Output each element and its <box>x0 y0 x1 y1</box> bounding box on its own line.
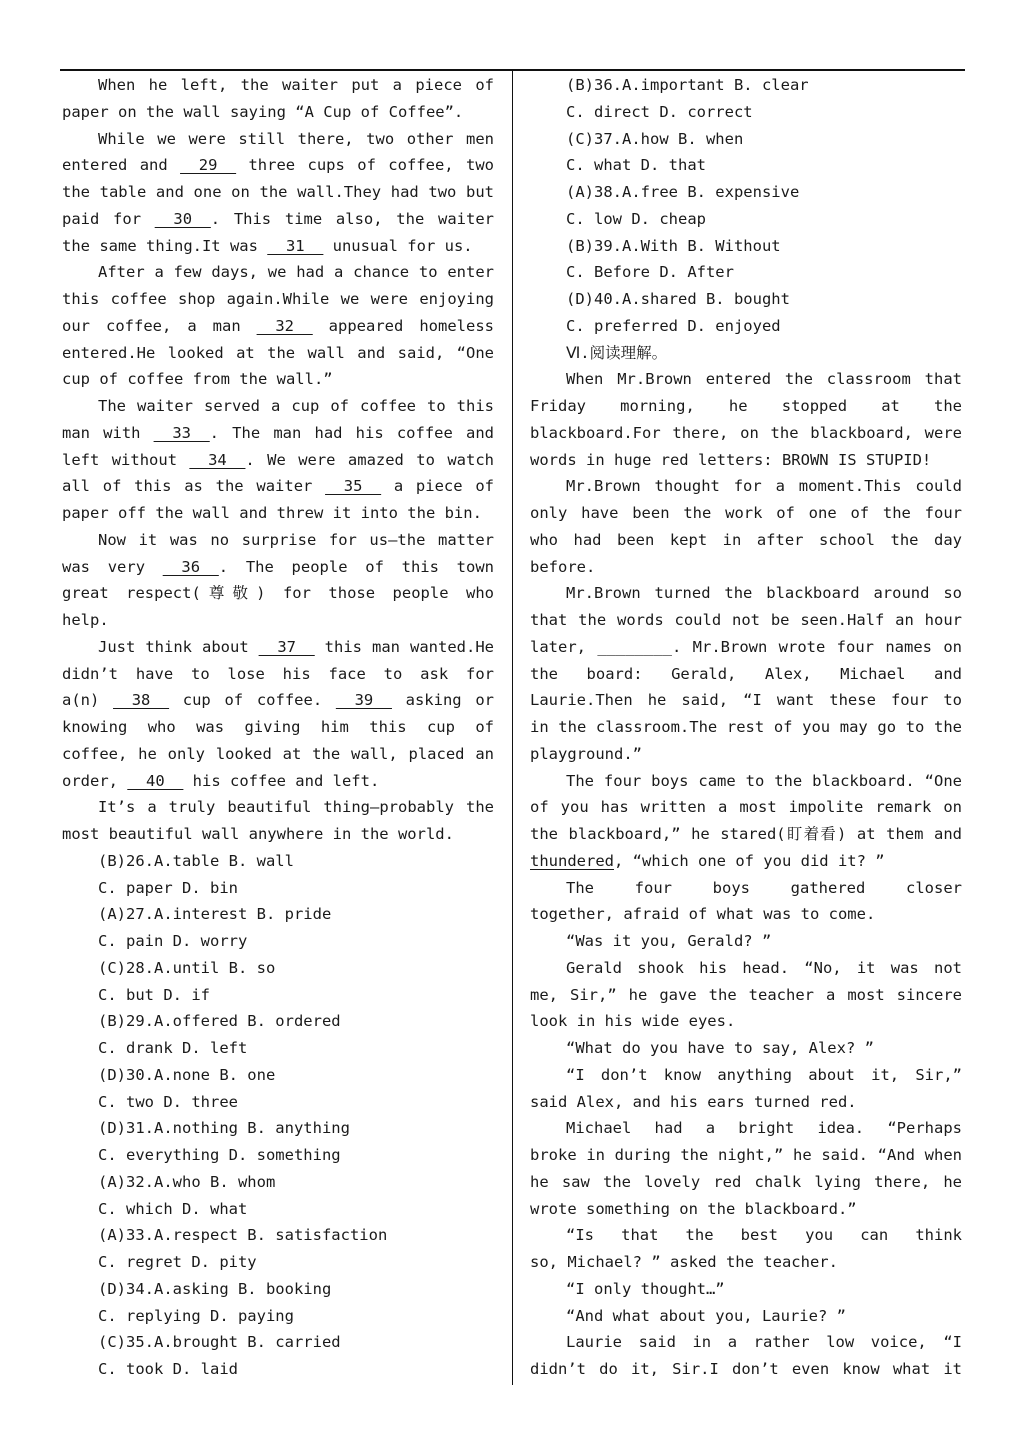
text-line: later, ________. Mr.Brown wrote four names on <box>530 637 962 656</box>
text-line: (A)27.A.interest B. pride <box>98 905 332 924</box>
text-line: Mr.Brown thought for a moment.This could <box>566 477 962 496</box>
text-line: me, Sir,” he gave the teacher a most sincere <box>530 985 962 1004</box>
text-line: coffee, he only looked at the wall, placed an <box>62 744 494 763</box>
text-line: who had been kept in after school the day <box>530 530 962 549</box>
text-line: It’s a truly beautiful thing—probably the <box>98 798 494 817</box>
text-line: “Was it you, Gerald? ” <box>566 932 772 950</box>
text-line: Now it was no surprise for us—the matter <box>98 530 494 549</box>
text-line: (B)36.A.important B. clear <box>566 76 809 94</box>
text-line: While we were still there, two other men <box>98 129 494 148</box>
text-line: in the classroom.The rest of you may go to the <box>530 718 962 736</box>
text-line: C. everything D. something <box>98 1146 341 1164</box>
text-line: together, afraid of what was to come. <box>530 905 876 924</box>
text-line: (D)30.A.none B. one <box>98 1065 276 1084</box>
text-line: the board: Gerald, Alex, Michael and <box>530 664 962 683</box>
text-line: Ⅵ.阅读理解。 <box>566 343 668 362</box>
text-line: didn’t do it, Sir.I don’t even know what it <box>530 1360 962 1378</box>
text-line: left without __34__. We were amazed to watch <box>62 450 494 469</box>
text-line: knowing who was giving him this cup of <box>62 718 494 736</box>
text-line: of you has written a most impolite remark on <box>530 798 962 817</box>
text-line: C. Before D. After <box>566 263 734 282</box>
text-line: (A)33.A.respect B. satisfaction <box>98 1226 388 1245</box>
text-line: C. replying D. paying <box>98 1306 294 1325</box>
text-line: (B)26.A.table B. wall <box>98 851 294 870</box>
text-line: (D)34.A.asking B. booking <box>98 1279 332 1298</box>
text-line: (B)39.A.With B. Without <box>566 236 781 255</box>
text-line: “Is that the best you can think <box>566 1226 962 1245</box>
text-line: After a few days, we had a chance to enter <box>98 263 494 282</box>
text-line: the table and one on the wall.They had two but <box>62 183 494 201</box>
text-line: said Alex, and his ears turned red. <box>530 1092 857 1111</box>
text-line: was very __36__. The people of this town <box>62 557 494 576</box>
text-line: C. direct D. correct <box>566 102 753 121</box>
text-line: paper on the wall saying “A Cup of Coffee”. <box>62 102 464 121</box>
text-line: most beautiful wall anywhere in the world. <box>62 825 454 843</box>
text-line: blackboard.For there, on the blackboard, were <box>530 423 962 442</box>
text-line: C. pain D. worry <box>98 932 248 950</box>
text-line: thundered, “which one of you did it? ” <box>530 851 885 870</box>
text-line: help. <box>62 611 109 629</box>
text-line: before. <box>530 557 596 576</box>
text-line: C. paper D. bin <box>98 878 238 897</box>
text-line: Michael had a bright idea. “Perhaps <box>566 1119 962 1138</box>
text-line: C. what D. that <box>566 156 706 175</box>
text-line: paid for __30__. This time also, the waiter <box>62 209 494 228</box>
text-line: The waiter served a cup of coffee to this <box>98 397 494 415</box>
text-line: Just think about __37__ this man wanted.He <box>98 637 494 656</box>
text-line: The four boys gathered closer <box>566 878 962 897</box>
text-line: Gerald shook his head. “No, it was not <box>566 958 962 977</box>
text-line: Laurie said in a rather low voice, “I <box>566 1333 962 1352</box>
text-line: (C)35.A.brought B. carried <box>98 1333 341 1352</box>
text-line: Mr.Brown turned the blackboard around so <box>566 584 962 603</box>
text-line: he saw the lovely red chalk lying there, he <box>530 1172 962 1191</box>
text-line: that the words could not be seen.Half an hour <box>530 611 962 629</box>
text-line: look in his wide eyes. <box>530 1012 736 1031</box>
text-line: (A)32.A.who B. whom <box>98 1172 276 1191</box>
text-line: “What do you have to say, Alex? ” <box>566 1039 874 1057</box>
text-line: entered.He looked at the wall and said, “One <box>62 343 494 362</box>
text-line: words in huge red letters: BROWN IS STUPID! <box>530 450 932 469</box>
text-line: all of this as the waiter __35__ a piece of <box>62 477 494 496</box>
text-line: (C)37.A.how B. when <box>566 129 744 148</box>
text-line: “I don’t know anything about it, Sir,” <box>566 1065 962 1084</box>
text-line: When he left, the waiter put a piece of <box>98 76 494 94</box>
left-column <box>62 72 494 1383</box>
column-divider <box>512 70 513 1385</box>
text-line: C. which D. what <box>98 1199 248 1218</box>
text-line: order, __40__ his coffee and left. <box>62 771 380 790</box>
text-line: When Mr.Brown entered the classroom that <box>566 370 962 389</box>
text-line: C. two D. three <box>98 1092 238 1111</box>
text-line: this coffee shop again.While we were enjoying <box>62 290 494 308</box>
text-line: “And what about you, Laurie? ” <box>566 1306 846 1325</box>
text-line: man with __33__. The man had his coffee and <box>62 423 494 442</box>
text-line: the same thing.It was __31__ unusual for us. <box>62 236 473 255</box>
text-line: C. regret D. pity <box>98 1253 257 1271</box>
text-line: (C)28.A.until B. so <box>98 958 276 977</box>
text-line: paper off the wall and threw it into the bin. <box>62 504 482 522</box>
text-line: C. preferred D. enjoyed <box>566 316 781 335</box>
text-line: The four boys came to the blackboard. “One <box>566 771 962 790</box>
text-line: our coffee, a man __32__ appeared homeless <box>62 316 494 335</box>
text-line: the blackboard,” he stared(盯着看) at them and <box>530 825 962 843</box>
text-line: C. low D. cheap <box>566 209 706 228</box>
right-column <box>530 72 962 1383</box>
text-line: C. drank D. left <box>98 1039 248 1057</box>
text-line: broke in during the night,” he said. “And when <box>530 1146 962 1164</box>
text-line: so, Michael? ” asked the teacher. <box>530 1253 838 1271</box>
text-line: playground.” <box>530 744 642 763</box>
text-line: “I only thought…” <box>566 1279 725 1298</box>
text-line: C. but D. if <box>98 985 210 1004</box>
text-line: (A)38.A.free B. expensive <box>566 183 800 201</box>
text-line: C. took D. laid <box>98 1360 238 1378</box>
text-line: (D)31.A.nothing B. anything <box>98 1119 350 1138</box>
text-line: Friday morning, he stopped at the <box>530 397 962 415</box>
text-line: wrote something on the blackboard.” <box>530 1199 857 1218</box>
text-line: (B)29.A.offered B. ordered <box>98 1012 341 1031</box>
text-line: (D)40.A.shared B. bought <box>566 290 790 308</box>
text-line: entered and __29__ three cups of coffee, two <box>62 156 494 175</box>
text-line: a(n) __38__ cup of coffee. __39__ asking or <box>62 691 494 710</box>
text-line: Laurie.Then he said, “I want these four to <box>530 691 962 710</box>
text-line: only have been the work of one of the four <box>530 504 962 522</box>
text-line: cup of coffee from the wall.” <box>62 370 333 389</box>
text-line: great respect(尊敬) for those people who <box>62 584 494 603</box>
text-line: didn’t have to lose his face to ask for <box>62 664 494 683</box>
